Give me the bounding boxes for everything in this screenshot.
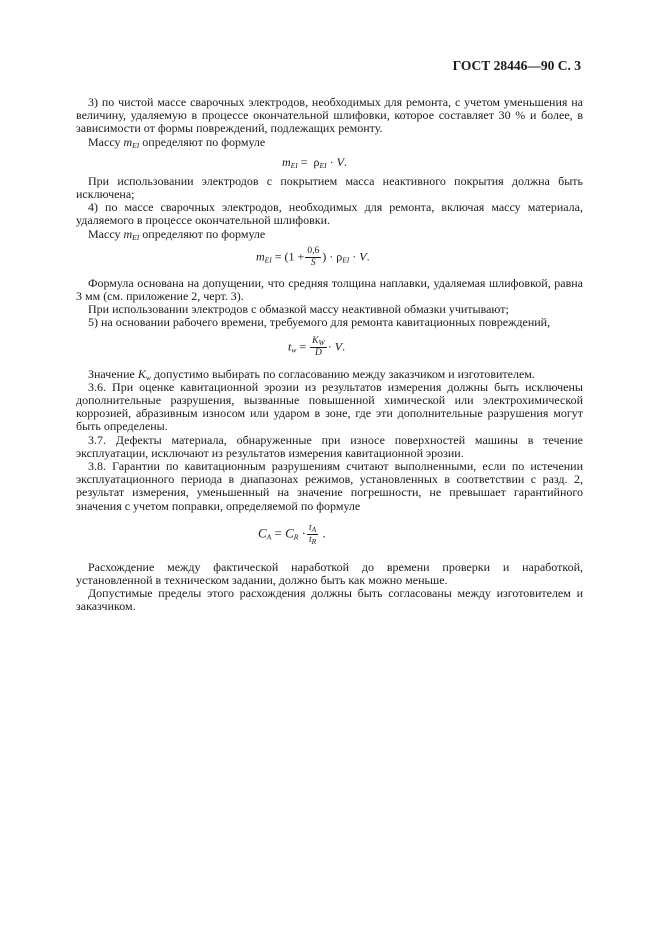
formula-mass-net: $m_{EI} = \rho_{EI} \cdot V$.: [282, 154, 347, 170]
paragraph-assumption: Формула основана на допущении, что средняя толщина наплавки, удаляемая шлифовкой, равна 3 мм (см. приложение 2, черт. 3).: [76, 275, 583, 304]
paragraph-mass-formula-intro-2: Массу $m_{EI}$ определяют по формуле: [88, 226, 266, 242]
paragraph-limits: Допустимые пределы этого расхождения должны быть согласованы между изготовителем и заказчиком.: [76, 586, 583, 614]
paragraph-coating-note: При использовании электродов с покрытием масса неактивного покрытия должна быть исключена;: [76, 173, 583, 202]
document-body: [76, 96, 583, 614]
page-header: ГОСТ 28446—90 С. 3: [452, 58, 581, 73]
paragraph-coating-accounted: При использовании электродов с обмазкой массу неактивной обмазки учитывают;: [88, 302, 509, 317]
paragraph-3-7: 3.7. Дефекты материала, обнаруженные при износе поверхностей машины в течение эксплуатации, исключают из результатов измерения кавитационной эрозии.: [76, 432, 583, 460]
paragraph-3-6: 3.6. При оценке кавитационной эрозии из результатов измерения должны быть исключены дополнительные разрушения, вызванные повышенной химической или электрохимической коррозией, абразивным износом или ударом в зоне, где эти дополнительные разрушения могут быть определены.: [76, 379, 583, 434]
formula-correction: $C_A = C_R$ · $\frac{t_A}{t_R}$ .: [258, 522, 326, 546]
paragraph-mass-formula-intro: Массу $m_{EI}$ определяют по формуле: [88, 134, 266, 150]
paragraph-kw-value: Значение $K_w$ допустимо выбирать по согласованию между заказчиком и изготовителем.: [88, 366, 535, 382]
paragraph-item-5: 5) на основании рабочего времени, требуемого для ремонта кавитационных повреждений,: [88, 315, 551, 330]
formula-mass-gross: $m_{EI} = (1$ + $\frac{0,6}{S}$ ) · $\rho_{EI} \cdot V$.: [256, 245, 370, 268]
paragraph-item-4: 4) по массе сварочных электродов, необходимых для ремонта, включая массу материала, удаляемого в процессе окончательной шлифовки.: [76, 200, 583, 228]
paragraph-3-8: 3.8. Гарантии по кавитационным разрушениям считают выполненными, если по истечении эксплуатационного периода в диапазонах режимов, установленных в соответствии с разд. 2, результат измерения, уменьшенный на значение погрешности, не превышает гарантийного значения с учетом поправки, определяемой по формуле: [76, 459, 583, 513]
paragraph-item-3: 3) по чистой массе сварочных электродов, необходимых для ремонта, с учетом уменьшения на величину, удаляемую в процессе окончательной шлифовки, которое составляет 30 % и более, в зависимости от формы повреждений, подлежащих ремонту.: [76, 95, 583, 136]
paragraph-discrepancy: Расхождение между фактической наработкой до времени проверки и наработкой, установленной в техническом задании, должно быть как можно меньше.: [76, 559, 583, 588]
formula-time: $t_w$ = $\frac{K_W}{D}$ · V.: [288, 335, 346, 358]
